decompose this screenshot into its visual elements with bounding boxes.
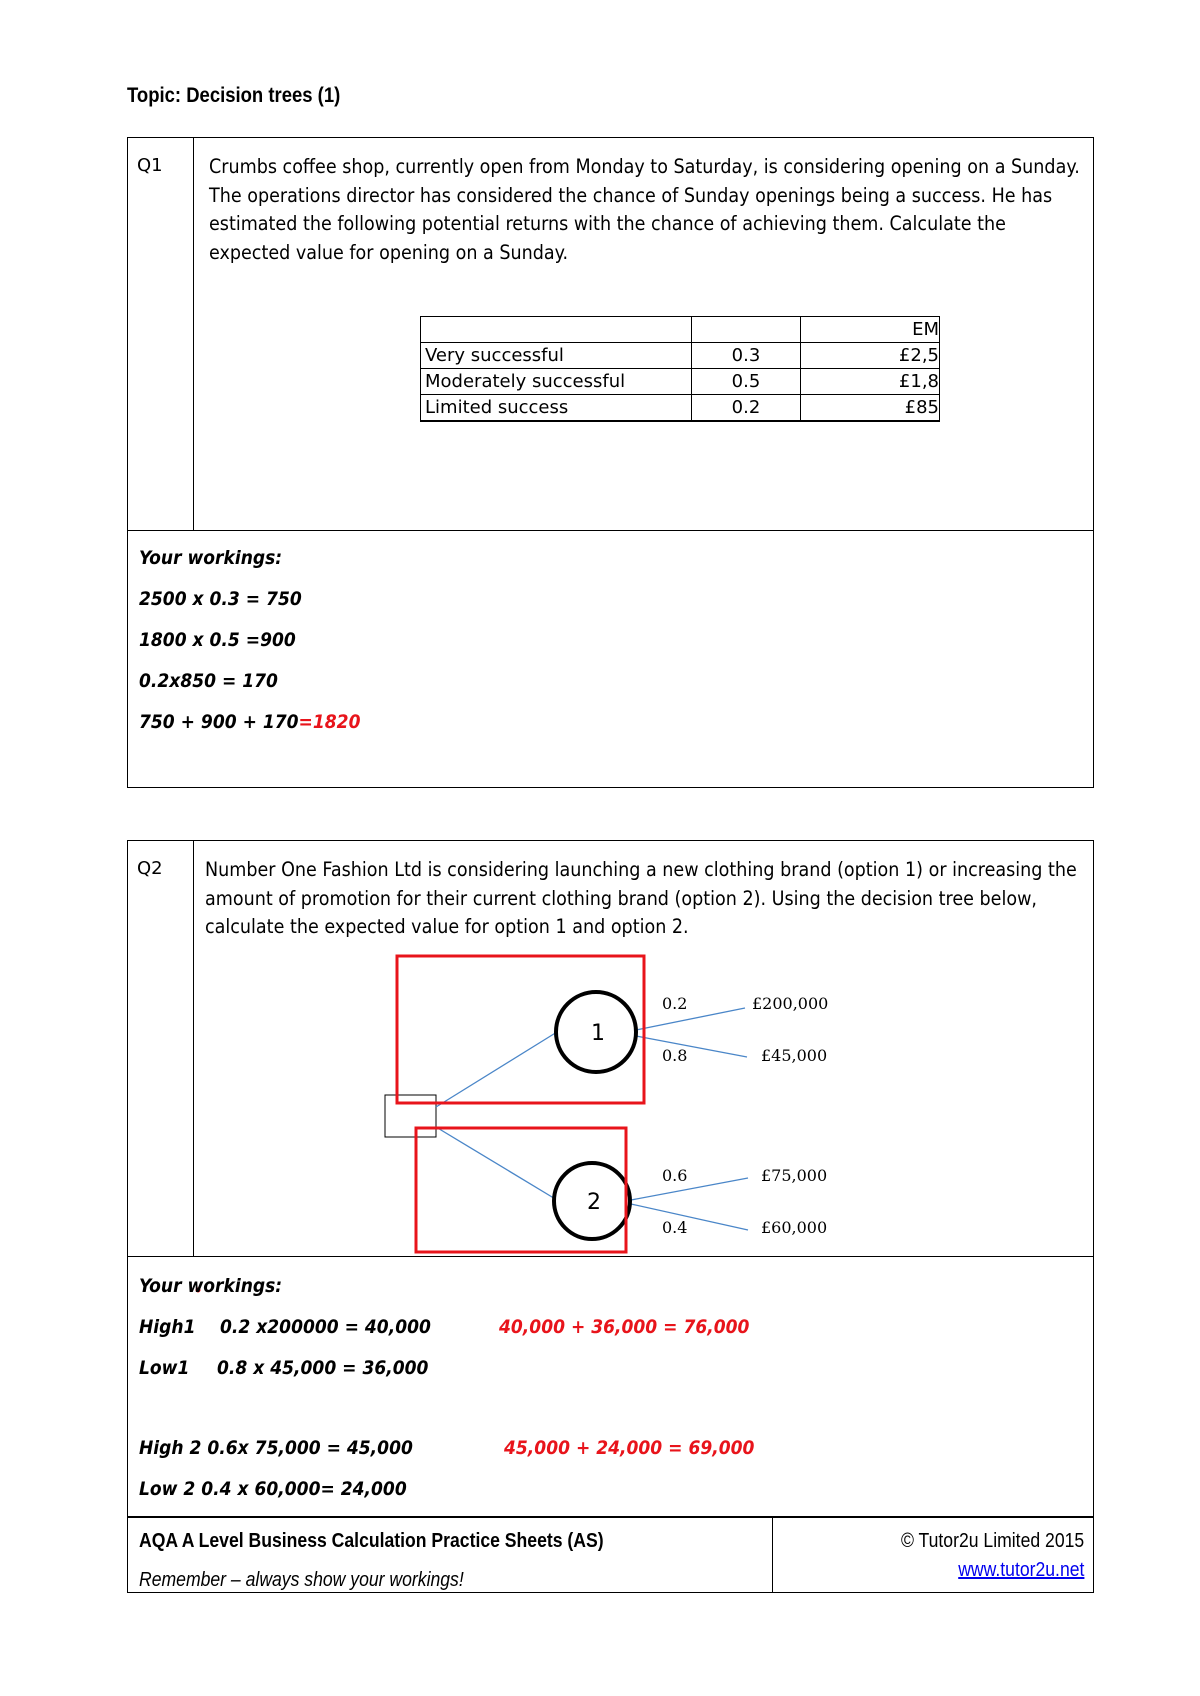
footer-title: AQA A Level Business Calculation Practice Sheets (AS): [139, 1530, 604, 1552]
table-row: Very successful 0.3 £2,5: [421, 343, 940, 369]
option-1-branch: [436, 1032, 557, 1107]
decision-node: [385, 1095, 436, 1137]
q1-working-line: 0.2x850 = 170: [139, 670, 278, 692]
footer-link-wrap: [958, 1559, 1084, 1582]
q2-high1-label: High1: [139, 1316, 196, 1338]
value-label: £75,000: [761, 1166, 828, 1185]
probability-label: 0.4: [662, 1218, 688, 1237]
probability-label: 0.2: [662, 994, 688, 1013]
value-label: £45,000: [761, 1046, 828, 1065]
chance-node-2-label: 2: [587, 1190, 601, 1215]
chance-node-1-label: 1: [591, 1021, 605, 1046]
outcome-branch: [636, 1008, 745, 1030]
q1-question: Crumbs coffee shop, currently open from Monday to Saturday, is considering opening on a Sunday. The operations director has considered the chance of Sunday openings being a success. He has estimated the following potential returns with the chance of achieving them. Calculate the expected value for opening on a Sunday.: [209, 155, 1080, 264]
table-row: Moderately successful 0.5 £1,8: [421, 369, 940, 395]
q2-low2-working: Low 2 0.4 x 60,000= 24,000: [139, 1478, 407, 1500]
q1-working-line: 2500 x 0.3 = 750: [139, 588, 302, 610]
value-label: £60,000: [761, 1218, 828, 1237]
probability-label: 0.6: [662, 1166, 688, 1185]
table-row: Limited success 0.2 £85: [421, 395, 940, 422]
q2-option1-total: 40,000 + 36,000 = 76,000: [499, 1316, 750, 1338]
q2-workings-heading: Your workings:: [139, 1275, 283, 1297]
probability-label: 0.8: [662, 1046, 688, 1065]
q1-workings-heading: Your workings:: [139, 547, 283, 569]
footer-divider: [772, 1516, 773, 1593]
footer-reminder: Remember – always show your workings!: [139, 1569, 464, 1591]
q2-low1-working: 0.8 x 45,000 = 36,000: [217, 1357, 429, 1379]
q2-high2-working: High 2 0.6x 75,000 = 45,000: [139, 1437, 413, 1459]
q1-answer: =1820: [298, 711, 361, 733]
q1-label: Q1: [137, 155, 163, 176]
page-title: Topic: Decision trees (1): [127, 84, 341, 107]
q2-label: Q2: [137, 858, 163, 879]
footer-copyright: © Tutor2u Limited 2015: [900, 1530, 1084, 1552]
outcome-branch: [631, 1178, 748, 1200]
option-2-branch: [436, 1127, 557, 1200]
q2-high1-working: 0.2 x200000 = 40,000: [220, 1316, 431, 1338]
q1-total-sum: 750 + 900 + 170: [139, 711, 299, 733]
q2-question: Number One Fashion Ltd is considering launching a new clothing brand (option 1) or increasing the amount of promotion for their current clothing brand (option 2). Using the decision tree below, calculate the expected value for option 1 and option 2.: [205, 858, 1077, 938]
q2-low1-label: Low1: [139, 1357, 190, 1379]
table-header-em: EM: [801, 317, 940, 343]
q2-option2-total: 45,000 + 24,000 = 69,000: [504, 1437, 755, 1459]
tutor2u-link[interactable]: www.tutor2u.net: [957, 1559, 1084, 1581]
outcome-branch: [631, 1204, 748, 1230]
value-label: £200,000: [752, 994, 829, 1013]
q1-working-line: 1800 x 0.5 =900: [139, 629, 296, 651]
outcome-branch: [636, 1036, 747, 1057]
